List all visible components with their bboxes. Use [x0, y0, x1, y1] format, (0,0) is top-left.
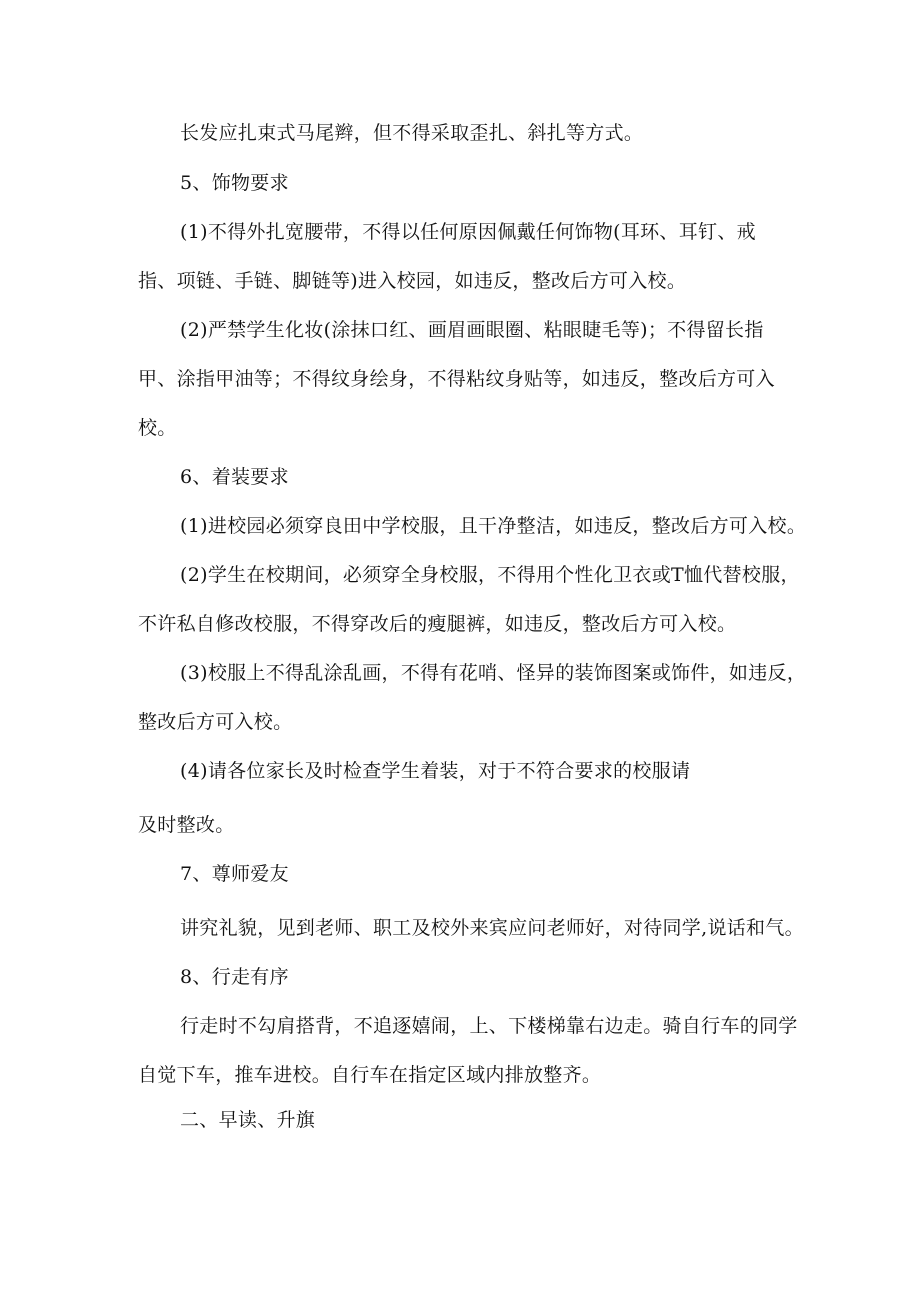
paragraph-walking-line1: 行走时不勾肩搭背，不追逐嬉闹，上、下楼梯靠右边走。骑自行车的同学 [180, 1015, 798, 1037]
paragraph-hair-rule: 长发应扎束式马尾辫，但不得采取歪扎、斜扎等方式。 [180, 122, 644, 144]
paragraph-accessories-1-line2: 指、项链、手链、脚链等)进入校园，如违反，整改后方可入校。 [138, 270, 687, 292]
chapter-heading-morning-reading: 二、早读、升旗 [180, 1109, 316, 1131]
section-heading-respect: 7、尊师爱友 [180, 863, 289, 885]
paragraph-dress-2-line1: (2)学生在校期间，必须穿全身校服，不得用个性化卫衣或T恤代替校服， [180, 564, 800, 586]
paragraph-dress-4-line1: (4)请各位家长及时检查学生着装，对于不符合要求的校服请 [180, 760, 691, 782]
paragraph-dress-2-line2: 不许私自修改校服，不得穿改后的瘦腿裤，如违反，整改后方可入校。 [138, 613, 737, 635]
paragraph-dress-4-line2: 及时整改。 [138, 814, 235, 836]
section-heading-walking: 8、行走有序 [180, 966, 289, 988]
paragraph-respect: 讲究礼貌，见到老师、职工及校外来宾应问老师好，对待同学,说话和气。 [180, 917, 804, 939]
paragraph-dress-1: (1)进校园必须穿良田中学校服，且干净整洁，如违反，整改后方可入校。 [180, 515, 807, 537]
paragraph-walking-line2: 自觉下车，推车进校。自行车在指定区域内排放整齐。 [138, 1064, 602, 1086]
paragraph-dress-3-line1: (3)校服上不得乱涂乱画，不得有花哨、怪异的装饰图案或饰件，如违反， [180, 662, 807, 684]
section-heading-accessories: 5、饰物要求 [180, 172, 289, 194]
paragraph-dress-3-line2: 整改后方可入校。 [138, 711, 293, 733]
paragraph-accessories-1-line1: (1)不得外扎宽腰带，不得以任何原因佩戴任何饰物(耳环、耳钉、戒 [180, 221, 756, 243]
paragraph-accessories-2-line1: (2)严禁学生化妆(涂抹口红、画眉画眼圈、粘眼睫毛等)；不得留长指 [180, 319, 764, 341]
section-heading-dress: 6、着装要求 [180, 466, 289, 488]
paragraph-accessories-2-line2: 甲、涂指甲油等；不得纹身绘身，不得粘纹身贴等，如违反，整改后方可入 [138, 368, 775, 390]
paragraph-accessories-2-line3: 校。 [138, 417, 177, 439]
